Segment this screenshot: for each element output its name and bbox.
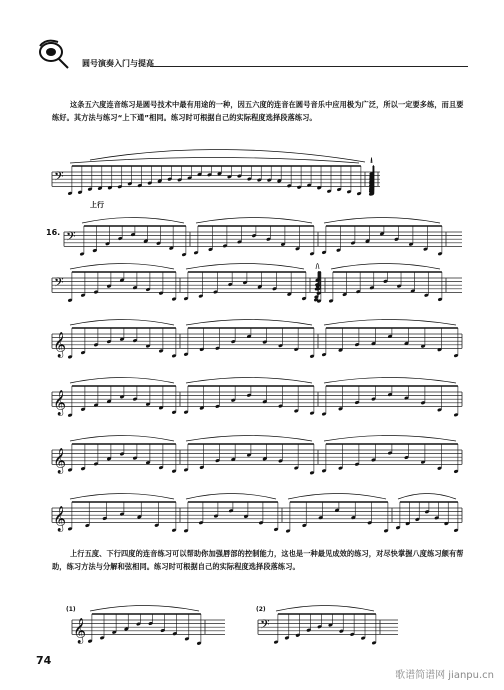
intro-paragraph-text: 这条五六度连音练习是圆号技术中最有用途的一种，因五六度的连音在圆号音乐中应用极为广泛，所以一定要多练，而且要练好。其方法与练习“上下通”相同。练习时可根据自己的实际程度选择段落练习。 bbox=[52, 100, 464, 122]
slur bbox=[331, 264, 440, 270]
slur bbox=[398, 494, 456, 500]
slur bbox=[316, 264, 319, 270]
slur bbox=[70, 494, 174, 500]
slur bbox=[186, 264, 304, 270]
treble-clef-icon: 𝄞 bbox=[53, 390, 67, 416]
slur bbox=[70, 158, 359, 164]
exercise-number: 16. bbox=[46, 228, 61, 237]
page-number: 74 bbox=[36, 654, 52, 667]
treble-clef-icon: 𝄞 bbox=[53, 506, 67, 532]
slur bbox=[82, 218, 184, 224]
slur bbox=[324, 378, 456, 384]
second-paragraph-text: 上行五度、下行四度的连音练习可以帮助你加强唇部的控制能力，这也是一种最见成效的练习，对尽快掌握八度练习颇有帮助，练习方法与分解和弦相同。练习时可根据自己的实际程度选择段落练习。 bbox=[52, 549, 464, 571]
example-label-1: (1) bbox=[66, 606, 76, 613]
bass-clef-icon: 𝄢 bbox=[66, 228, 76, 247]
treble-clef-icon: 𝄞 bbox=[53, 448, 67, 474]
header-title: 圆号演奏入门与提高 bbox=[82, 59, 154, 68]
slur bbox=[288, 494, 386, 500]
slur bbox=[324, 436, 456, 442]
slur bbox=[70, 378, 174, 384]
slur bbox=[70, 436, 174, 442]
slur bbox=[371, 158, 372, 164]
direction-label: 上行 bbox=[90, 201, 104, 209]
treble-clef-icon: 𝄞 bbox=[53, 332, 67, 358]
treble-clef-icon: 𝄞 bbox=[73, 618, 87, 644]
slur bbox=[276, 606, 374, 612]
slur bbox=[70, 320, 174, 326]
slur bbox=[186, 378, 312, 384]
slur bbox=[186, 320, 312, 326]
example-label-2: (2) bbox=[256, 606, 266, 613]
bass-clef-icon: 𝄢 bbox=[54, 274, 64, 293]
slur bbox=[324, 218, 440, 224]
second-paragraph bbox=[52, 548, 468, 573]
watermark: 歌谱简谱网 jianpu.cn bbox=[395, 670, 494, 681]
slur bbox=[324, 320, 456, 326]
slur bbox=[90, 149, 365, 162]
slur bbox=[186, 436, 312, 442]
bass-clef-icon: 𝄢 bbox=[260, 616, 270, 635]
bass-clef-icon: 𝄢 bbox=[54, 168, 64, 187]
slur bbox=[70, 264, 174, 270]
slur bbox=[186, 494, 276, 500]
slur bbox=[90, 606, 199, 612]
slur bbox=[196, 218, 312, 224]
